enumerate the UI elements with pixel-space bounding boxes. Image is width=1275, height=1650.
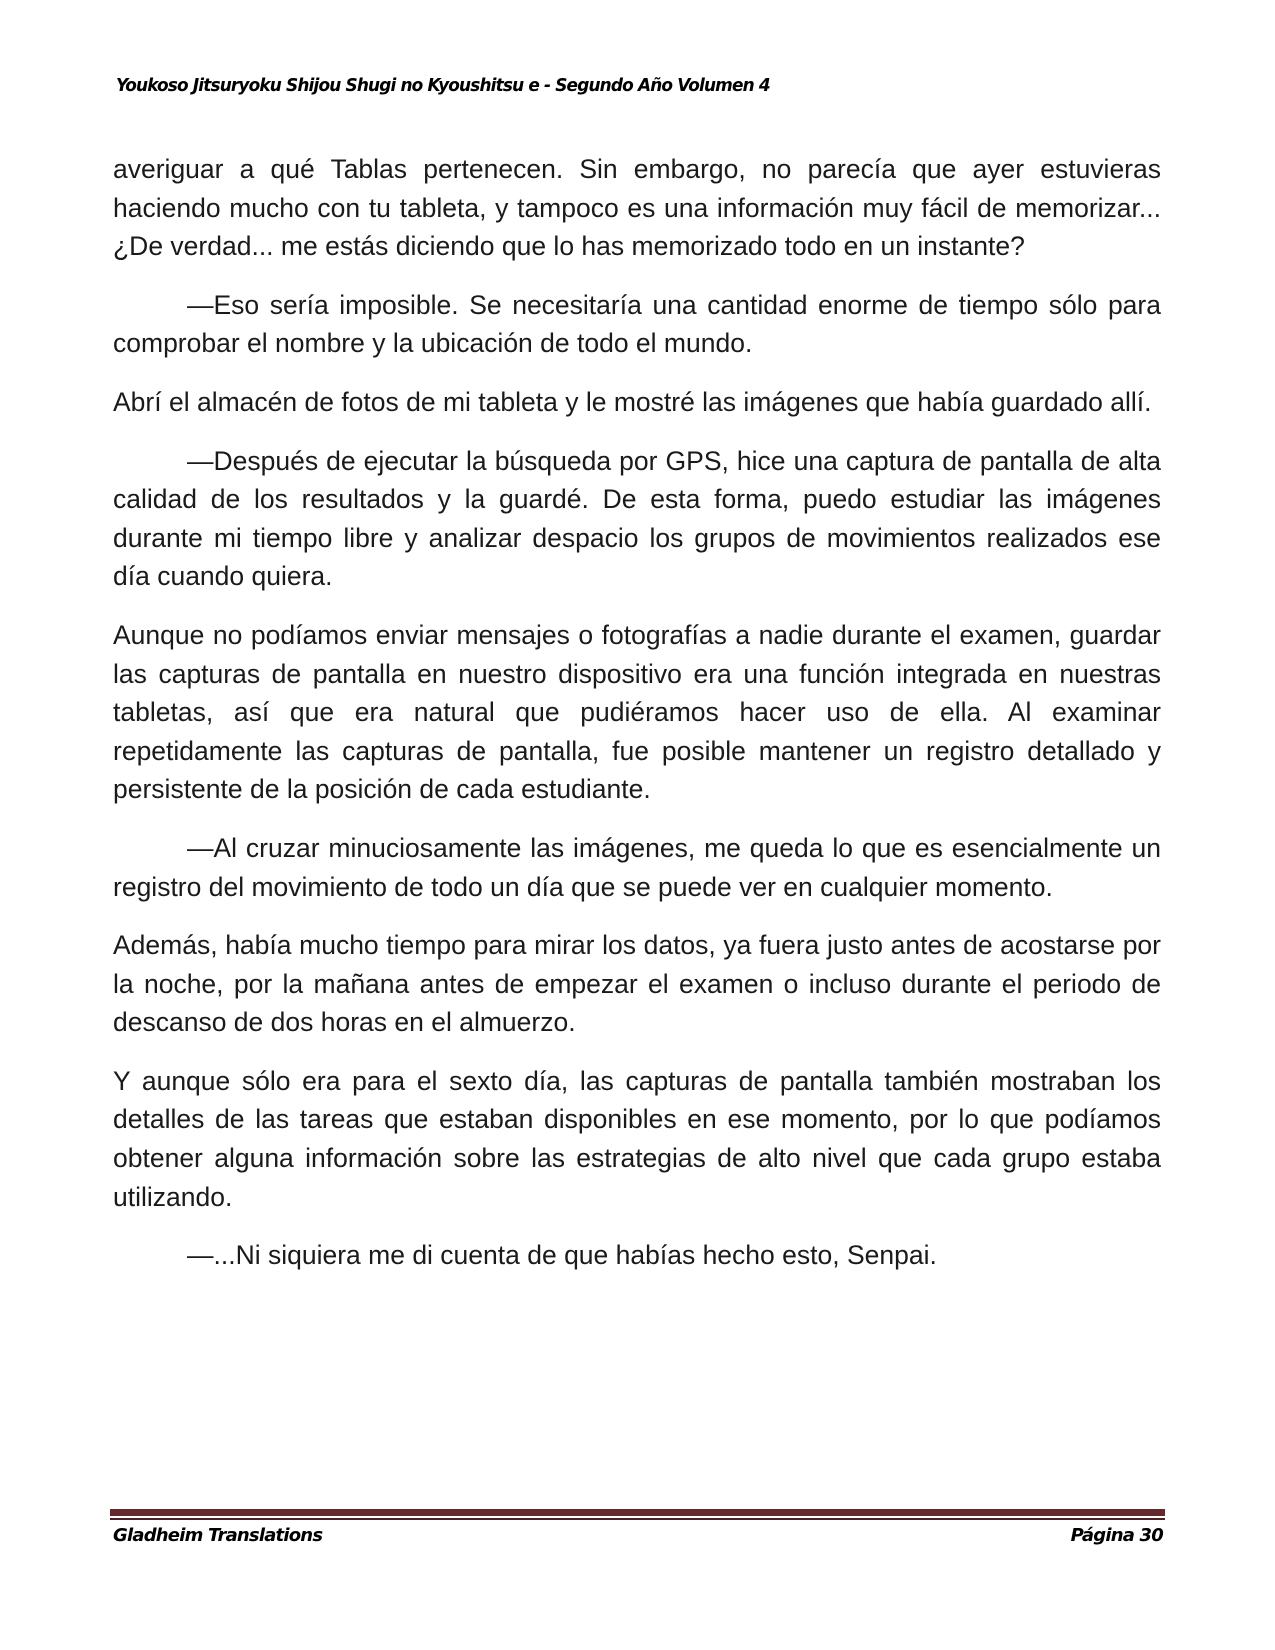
- running-header: Youkoso Jitsuryoku Shijou Shugi no Kyoushitsu e - Segundo Año Volumen 4: [116, 75, 770, 96]
- paragraph-dialogue: —Después de ejecutar la búsqueda por GPS, hice una captura de pantalla de alta calidad de los resultados y la guardé. De esta forma, puedo estudiar las imágenes durante mi tiempo libre y analizar despacio los grupos de movimientos realizados ese día cuando quiera.: [113, 445, 1161, 592]
- footer-rule-thin: [110, 1518, 1165, 1520]
- paragraph-narration: Además, había mucho tiempo para mirar los datos, ya fuera justo antes de acostarse por la noche, por la mañana antes de empezar el examen o incluso durante el periodo de descanso de dos horas en el almuerzo.: [113, 930, 1161, 1038]
- body-text: [113, 150, 1161, 1295]
- footer-page-number: Página 30: [1070, 1525, 1163, 1546]
- footer-publisher: Gladheim Translations: [113, 1525, 323, 1546]
- footer-rule-thick: [110, 1509, 1165, 1516]
- paragraph-narration: averiguar a qué Tablas pertenecen. Sin embargo, no parecía que ayer estuvieras haciendo mucho con tu tableta, y tampoco es una información muy fácil de memorizar... ¿De verdad... me estás diciendo que lo has memorizado todo en un instante?: [113, 154, 1161, 262]
- paragraph-narration: Abrí el almacén de fotos de mi tableta y le mostré las imágenes que había guardado allí.: [113, 386, 1152, 417]
- paragraph-narration: Aunque no podíamos enviar mensajes o fotografías a nadie durante el examen, guardar las capturas de pantalla en nuestro dispositivo era una función integrada en nuestras tabletas, así que era natural que pudiéramos hacer uso de ella. Al examinar repetidamente las capturas de pantalla, fue posible mantener un registro detallado y persistente de la posición de cada estudiante.: [113, 619, 1161, 805]
- paragraph-dialogue: —Al cruzar minuciosamente las imágenes, me queda lo que es esencialmente un registro del movimiento de todo un día que se puede ver en cualquier momento.: [113, 832, 1161, 902]
- paragraph-dialogue: —Eso sería imposible. Se necesitaría una cantidad enorme de tiempo sólo para comprobar el nombre y la ubicación de todo el mundo.: [113, 289, 1161, 359]
- paragraph-narration: Y aunque sólo era para el sexto día, las capturas de pantalla también mostraban los detalles de las tareas que estaban disponibles en ese momento, por lo que podíamos obtener alguna información sobre las estrategias de alto nivel que cada grupo estaba utilizando.: [113, 1065, 1161, 1212]
- paragraph-dialogue: —...Ni siquiera me di cuenta de que habías hecho esto, Senpai.: [187, 1240, 937, 1271]
